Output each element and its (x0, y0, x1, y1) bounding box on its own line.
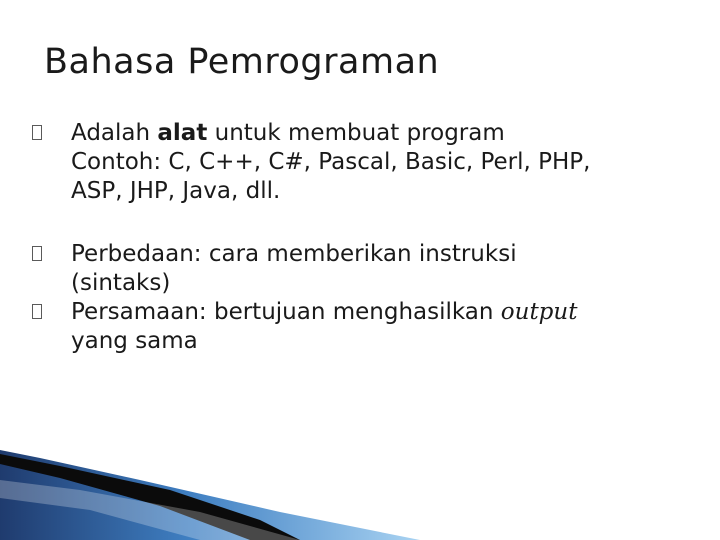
bullet-square-icon (32, 125, 42, 140)
bullet-text-italic: output (500, 299, 578, 325)
bullet-line: Perbedaan: cara memberikan instruksi (71, 241, 517, 267)
bullet-text: Persamaan: bertujuan menghasilkan (71, 299, 501, 325)
bullet-line (71, 298, 692, 327)
bullet-line: yang sama (71, 328, 198, 354)
bullet-item-definition (32, 119, 692, 206)
bullet-text: Adalah (71, 120, 158, 146)
bullet-item-similarity (32, 298, 692, 356)
bullet-line: ASP, JHP, Java, dll. (71, 178, 281, 204)
bullet-line (71, 119, 692, 148)
bullet-line: (sintaks) (71, 270, 171, 296)
bullet-square-icon (32, 246, 42, 261)
deco-swoosh-shine (0, 480, 300, 540)
deco-swoosh-blue (0, 450, 420, 540)
bullet-square-icon (32, 304, 42, 319)
corner-decoration (0, 450, 720, 540)
bullet-item-difference (32, 240, 692, 298)
bullet-list (32, 119, 692, 356)
bullet-text-bold: alat (157, 120, 208, 146)
bullet-text: untuk membuat program (207, 120, 505, 146)
deco-swoosh-black (0, 454, 300, 540)
slide-title: Bahasa Pemrograman (44, 42, 440, 82)
bullet-line: Contoh: C, C++, C#, Pascal, Basic, Perl, PHP, (71, 149, 591, 175)
